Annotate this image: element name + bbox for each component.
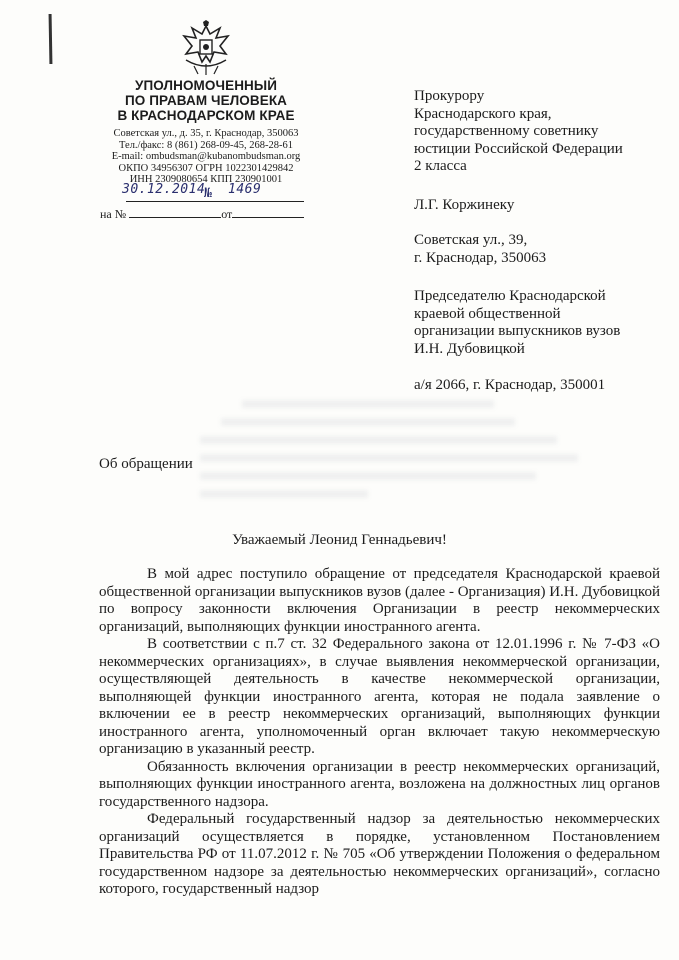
sender-contacts — [100, 128, 312, 186]
date-underline — [126, 201, 304, 202]
ref-prefix: на № — [100, 207, 127, 221]
org-title-line: В КРАСНОДАРСКОМ КРАЕ — [117, 108, 295, 123]
recipient-line: г. Краснодар, 350063 — [414, 249, 547, 266]
body-paragraph: В мой адрес поступило обращение от председателя Краснодарской краевой общественной организации выпускников вузов (далее - Организация) И.Н. Дубовицкой по вопросу законности включения Организации в реестр некоммерческих организаций, выполняющих функции иностранного агента. — [99, 566, 660, 635]
recipient-line: юстиции Российской Федерации — [414, 140, 623, 157]
letter-salutation: Уважаемый Леонид Геннадьевич! — [232, 532, 447, 548]
org-title-line: ПО ПРАВАМ ЧЕЛОВЕКА — [124, 93, 288, 108]
letter-body — [99, 566, 660, 899]
recipient-chair-address — [414, 377, 605, 395]
body-paragraph: Обязанность включения организации в реестр некоммерческих организаций, выполняющих функции иностранного агента, возложена на должностных лиц органов государственного надзора. — [99, 758, 660, 810]
outgoing-date-number — [122, 182, 306, 201]
sender-address: Советская ул., д. 35, г. Краснодар, 350063 — [113, 128, 299, 139]
recipient-prosecutor-title — [414, 88, 623, 176]
number-label: № — [204, 186, 213, 201]
sender-okpo-ogrn: ОКПО 34956307 ОГРН 1022301429842 — [118, 162, 294, 174]
sender-organization-title — [98, 78, 314, 123]
org-title-line: УПОЛНОМОЧЕННЫЙ — [134, 78, 278, 93]
handwritten-number: 1469 — [228, 182, 262, 197]
letter-subject: Об обращении — [99, 456, 193, 472]
ref-from-label: от — [221, 207, 233, 221]
sender-email: E-mail: ombudsman@kubanombudsman.org — [111, 151, 301, 162]
pen-mark — [49, 14, 53, 64]
body-paragraph: Федеральный государственный надзор за деятельностью некоммерческих организаций осуществляется в порядке, установленном Постановлением Правительства РФ от 11.07.2012 г. № 705 «Об утверждении Положения о федеральном государственном надзоре за деятельностью некоммерческих организаций», согласно которого, государственный надзор — [99, 811, 660, 897]
reference-line — [100, 207, 312, 222]
recipient-chair — [414, 288, 620, 358]
recipient-line: Прокурору — [414, 88, 485, 104]
show-through-text — [200, 400, 620, 508]
ref-number-blank — [129, 217, 221, 218]
coat-of-arms-emblem — [176, 20, 236, 76]
recipient-line: Председателю Краснодарской — [414, 288, 606, 304]
handwritten-date: 30.12.2014 — [122, 182, 206, 197]
recipient-line: организации выпускников вузов — [414, 323, 621, 339]
recipient-line: И.Н. Дубовицкой — [414, 340, 525, 357]
body-paragraph: В соответствии с п.7 ст. 32 Федерального закона от 12.01.1996 г. № 7-ФЗ «О некоммерческих организациях», в случае выявления некоммерческой организации, осуществляющей деятельность в качестве некоммерческой организации, выполняющей функции иностранного агента, которая не подала заявление о включении ее в реестр некоммерческих организаций, выполняющих функции иностранного агента, уполномоченный орган включает такую некоммерческую организацию в указанный реестр. — [99, 636, 660, 757]
sender-inn-kpp: ИНН 2309080654 КПП 230901001 — [129, 174, 283, 185]
recipient-line: 2 класса — [414, 158, 467, 174]
recipient-line: Советская ул., 39, — [414, 232, 528, 248]
recipient-line: краевой общественной — [414, 305, 561, 322]
recipient-line: а/я 2066, г. Краснодар, 350001 — [414, 377, 606, 393]
sender-phone: Тел./факс: 8 (861) 268-09-45, 268-28-61 — [119, 139, 293, 151]
recipient-line: Л.Г. Коржинеку — [414, 197, 515, 213]
ref-date-blank — [232, 217, 304, 218]
recipient-prosecutor-name — [414, 197, 514, 215]
recipient-prosecutor-address — [414, 232, 546, 267]
recipient-line: государственному советнику — [414, 123, 599, 139]
recipient-line: Краснодарского края, — [414, 105, 552, 122]
